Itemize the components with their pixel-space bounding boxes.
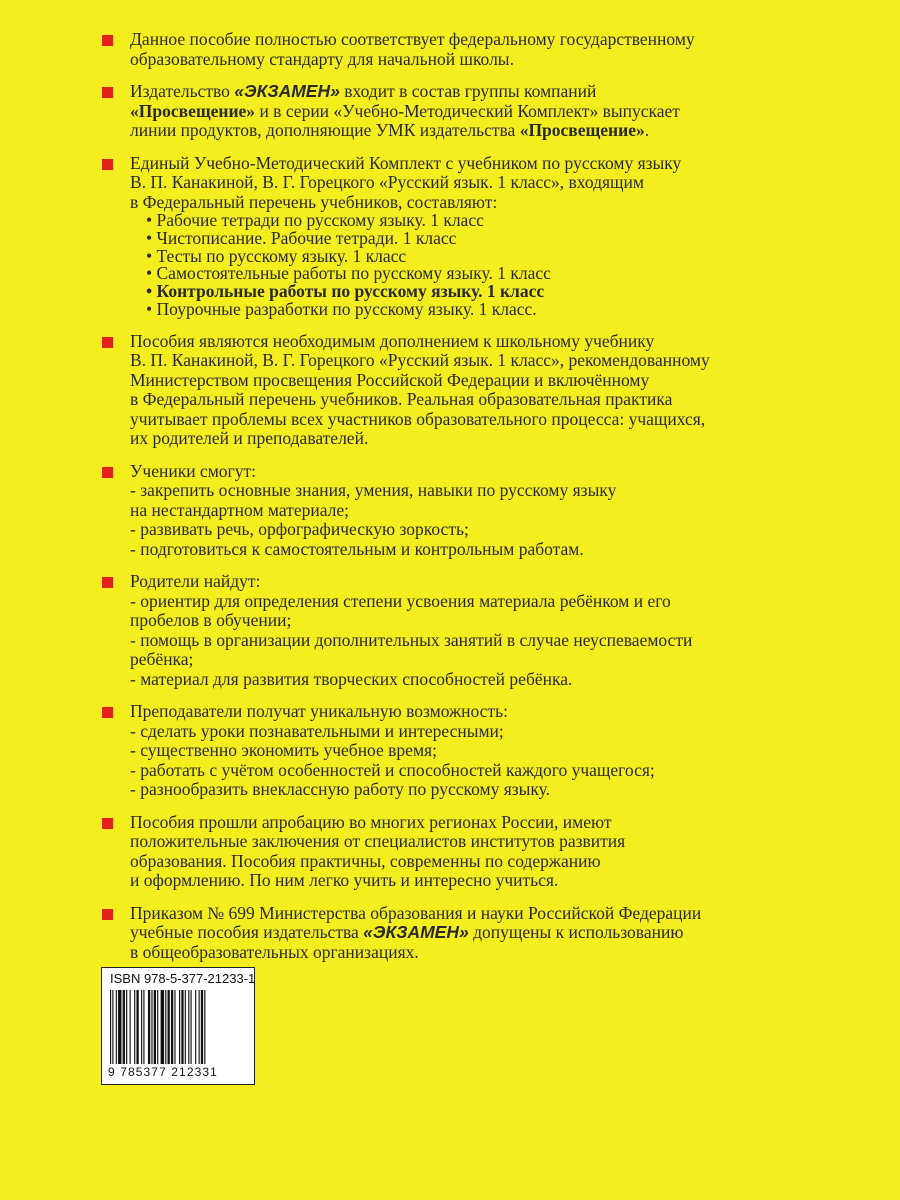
section-order [102,904,792,963]
barcode-digits: 9 785377 212331 [108,1065,218,1079]
list-item: • Поурочные разработки по русскому языку. 1 класс. [146,298,537,319]
text-line: линии продуктов, дополняющие УМК издательства «Просвещение». [130,120,650,140]
section-students [102,462,792,560]
barcode-bar [134,990,135,1064]
red-square-bullet-icon [102,87,113,98]
section-approbation [102,813,792,891]
list-item: • Самостоятельные работы по русскому языку. 1 класс [146,263,551,284]
list-item: • Тесты по русскому языку. 1 класс [146,245,407,266]
section-parents [102,572,792,689]
text-line: Данное пособие полностью соответствует федеральному государственному [130,29,695,49]
text-line: их родителей и преподавателей. [130,428,369,449]
text-line: - подготовиться к самостоятельным и контрольным работам. [130,538,584,559]
red-square-bullet-icon [102,159,113,170]
text-line: Издательство «ЭКЗАМЕН» входит в состав группы компаний [130,81,597,101]
isbn-barcode [101,967,255,1085]
annotation-text [102,30,792,975]
text-line: ребёнка; [130,649,194,670]
text-line: - разнообразить внеклассную работу по русскому языку. [130,779,551,800]
text-line: образовательному стандарту для начальной школы. [130,48,514,69]
barcode-bar [141,990,142,1064]
text-line: учитывает проблемы всех участников образовательного процесса: учащихся, [130,408,706,429]
barcode-bar [199,990,200,1064]
barcode-bar [136,990,138,1064]
text-line: в общеобразовательных организациях. [130,941,419,962]
publisher-brand: «ЭКЗАМЕН» [234,81,340,101]
text-line: на нестандартном материале; [130,499,349,520]
isbn-label: ISBN 978-5-377-21233-1 [110,971,256,986]
barcode-bar [143,990,144,1064]
red-square-bullet-icon [102,35,113,46]
text-line: в Федеральный перечень учебников, составляют: [130,191,498,212]
barcode-bar [161,990,164,1064]
section-standard [102,30,792,69]
text-line: - материал для развития творческих способностей ребёнка. [130,668,573,689]
text-line: Родители найдут: [130,571,261,592]
barcode-bars-icon [110,990,246,1064]
red-square-bullet-icon [102,707,113,718]
red-square-bullet-icon [102,467,113,478]
barcode-bar [151,990,152,1064]
red-square-bullet-icon [102,577,113,588]
barcode-bar [116,990,117,1064]
text-line: Министерством просвещения Российской Федерации и включённому [130,369,650,390]
text-line: - ориентир для определения степени усвоения материала ребёнком и его [130,590,671,611]
barcode-bar [110,990,111,1064]
section-teachers [102,702,792,800]
text-line: В. П. Канакиной, В. Г. Горецкого «Русский язык. 1 класс», рекомендованному [130,350,710,371]
text-line: и оформлению. По ним легко учить и интересно учиться. [130,870,559,891]
text-line: - развивать речь, орфографическую зоркость; [130,519,469,540]
text-line: Ученики смогут: [130,460,256,481]
barcode-bar [154,990,156,1064]
list-item: • Чистописание. Рабочие тетради. 1 класс [146,227,457,248]
barcode-bar [188,990,189,1064]
barcode-bar [201,990,203,1064]
text-line: Преподаватели получат уникальную возможность: [130,701,508,722]
text-line: - работать с учётом особенностей и способностей каждого учащегося; [130,759,655,780]
text-line: - сделать уроки познавательными и интересными; [130,720,504,741]
publisher-brand: «ЭКЗАМЕН» [363,922,469,943]
red-square-bullet-icon [102,909,113,920]
barcode-bar [195,990,196,1064]
barcode-bar [148,990,150,1064]
text-line: учебные пособия издательства «ЭКЗАМЕН» допущены к использованию [130,922,684,943]
text-line: в Федеральный перечень учебников. Реальная образовательная практика [130,389,673,410]
text-line: - существенно экономить учебное время; [130,740,437,761]
barcode-bar [181,990,183,1064]
list-item: • Рабочие тетради по русскому языку. 1 класс [146,210,484,230]
list-item-current-book: • Контрольные работы по русскому языку. 1 класс [146,281,545,302]
barcode-bar [179,990,180,1064]
section-supplement [102,332,792,449]
section-umk [102,154,792,319]
text-line: Пособия прошли апробацию во многих регионах России, имеют [130,811,612,832]
barcode-bar [168,990,170,1064]
text-line: - закрепить основные знания, умения, навыки по русскому языку [130,480,617,501]
text-line: Приказом № 699 Министерства образования и науки Российской Федерации [130,902,702,923]
text-line: образования. Пособия практичны, современны по содержанию [130,850,601,871]
text-line: - помощь в организации дополнительных занятий в случае неуспеваемости [130,629,693,650]
red-square-bullet-icon [102,818,113,829]
text-line: В. П. Канакиной, В. Г. Горецкого «Русский язык. 1 класс», входящим [130,172,644,192]
text-line: пробелов в обучении; [130,610,292,631]
text-line: Пособия являются необходимым дополнением к школьному учебнику [130,330,655,351]
barcode-bar [174,990,175,1064]
barcode-bar [123,990,125,1064]
barcode-bar [126,990,127,1064]
text-line: Единый Учебно-Методический Комплект с учебником по русскому языку [130,152,682,173]
barcode-bar [165,990,166,1064]
barcode-bar [157,990,158,1064]
barcode-bar [204,990,205,1064]
barcode-bar [130,990,131,1064]
section-publisher [102,82,792,141]
barcode-bar [171,990,173,1064]
text-line: «Просвещение» и в серии «Учебно-Методический Комплект» выпускает [130,100,680,121]
barcode-bar [185,990,186,1064]
barcode-bar [112,990,113,1064]
red-square-bullet-icon [102,337,113,348]
barcode-bar [118,990,121,1064]
barcode-bar [191,990,192,1064]
text-line: положительные заключения от специалистов институтов развития [130,831,626,852]
